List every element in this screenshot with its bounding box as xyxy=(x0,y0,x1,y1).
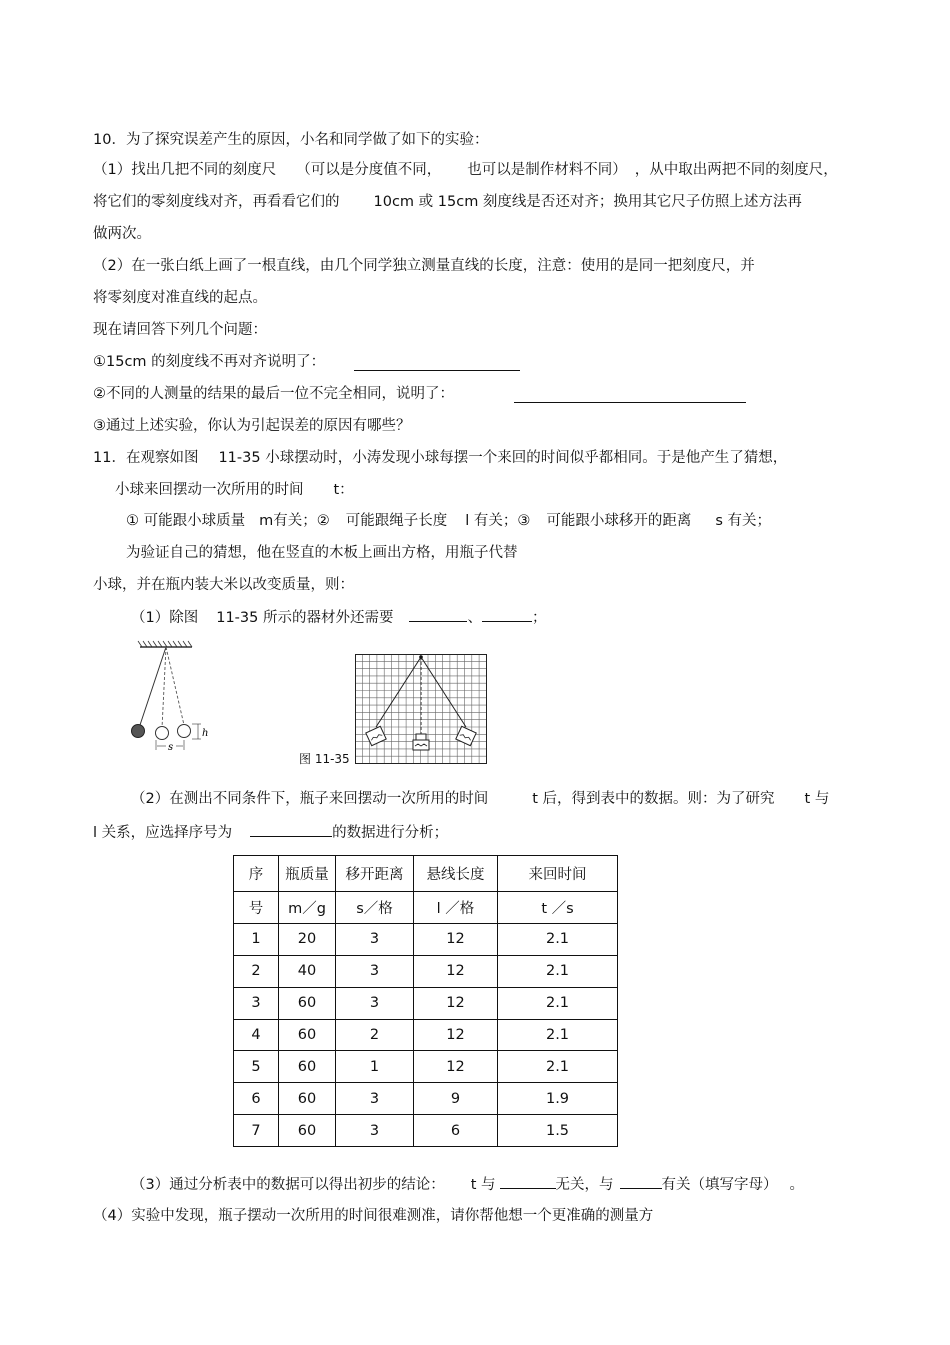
bottle-center xyxy=(413,734,429,750)
q11-line1 xyxy=(93,448,787,468)
table-cell: 1.5 xyxy=(498,1115,618,1147)
q11-sub2 xyxy=(131,789,829,809)
q11-sub1-a: （1）除图 xyxy=(131,610,199,626)
q11-sub1 xyxy=(131,607,546,628)
table-header-row xyxy=(234,892,618,924)
table-cell: 1 xyxy=(336,1051,414,1083)
table-cell: 6 xyxy=(234,1083,279,1115)
q10-step2: （2）在一张白纸上画了一根直线，由几个同学独立测量直线的长度，注意：使用的是同一把刻度尺，并 xyxy=(93,258,755,274)
table-cell: 5 xyxy=(234,1051,279,1083)
table-cell: 60 xyxy=(279,1051,336,1083)
table-cell: 40 xyxy=(279,955,336,987)
q11-line1-b: 11-35 小球摆动时，小涛发现小球每摆一个来回的时间似乎都相同。于是他产生了猜想， xyxy=(218,450,788,466)
table-cell: 9 xyxy=(414,1083,498,1115)
q10-answer-b-blank[interactable] xyxy=(514,402,746,403)
q10-step1-b: （可以是分度值不同， xyxy=(296,162,442,178)
table-cell: 3 xyxy=(336,955,414,987)
table-cell: 12 xyxy=(414,987,498,1019)
q11-sub2-e: 的数据进行分析； xyxy=(332,825,449,841)
table-row xyxy=(234,1083,618,1115)
header-cell: 号 xyxy=(234,892,279,924)
table-cell: 12 xyxy=(414,1051,498,1083)
q10-step1-line2 xyxy=(93,192,802,212)
q11-sub1-b: 11-35 所示的器材外还需要 xyxy=(216,610,394,626)
q11-line2-b: t： xyxy=(333,482,354,498)
q10-question-a xyxy=(93,352,325,372)
q10-title: 10．为了探究误差产生的原因，小名和同学做了如下的实验： xyxy=(93,132,489,148)
pendulum-ball xyxy=(132,725,145,738)
table-cell: 2.1 xyxy=(498,955,618,987)
q11-sub3 xyxy=(131,1174,804,1195)
q10-question-b: ②不同的人测量的结果的最后一位不完全相同，说明了： xyxy=(93,386,454,402)
table-cell: 12 xyxy=(414,1019,498,1051)
table-cell: 1.9 xyxy=(498,1083,618,1115)
table-cell: 60 xyxy=(279,1115,336,1147)
table-cell: 12 xyxy=(414,955,498,987)
table-cell: 2 xyxy=(234,955,279,987)
table-cell: 4 xyxy=(234,1019,279,1051)
table-cell: 20 xyxy=(279,924,336,956)
q11-hyp-3b: s 有关； xyxy=(715,513,772,529)
fig-label-h: h xyxy=(202,728,209,739)
pendulum-figure xyxy=(126,640,216,755)
table-cell: 12 xyxy=(414,924,498,956)
q11-sub3-d: 有关（填写字母） xyxy=(661,1177,778,1193)
grid-board-figure xyxy=(355,654,487,764)
q10-step1-line3: 做两次。 xyxy=(93,226,151,242)
q11-sub1-blank-1[interactable] xyxy=(409,607,467,622)
table-cell: 3 xyxy=(336,1115,414,1147)
header-cell: 移开距离 xyxy=(336,856,414,892)
q11-line2 xyxy=(115,480,354,500)
table-cell: 60 xyxy=(279,1019,336,1051)
header-cell: 瓶质量 xyxy=(279,856,336,892)
table-row xyxy=(234,955,618,987)
q11-hyp-3a: 可能跟小球移开的距离 xyxy=(546,513,692,529)
q11-sub1-sep: 、 xyxy=(467,610,482,626)
q11-line5: 小球，并在瓶内装大米以改变质量，则： xyxy=(93,577,354,593)
table-cell: 2 xyxy=(336,1019,414,1051)
q10-step1-a: （1）找出几把不同的刻度尺 xyxy=(93,162,277,178)
q10-step1-d: ，从中取出两把不同的刻度尺， xyxy=(634,162,838,178)
bottle-left xyxy=(366,726,386,745)
q11-sub3-blank-2[interactable] xyxy=(620,1174,662,1189)
fig-label-s: s xyxy=(168,742,174,753)
table-row xyxy=(234,987,618,1019)
q10-question-a-text: ①15cm 的刻度线不再对齐说明了： xyxy=(93,354,326,370)
table-cell: 1 xyxy=(234,924,279,956)
q10-step1-c: 也可以是制作材料不同） xyxy=(467,162,627,178)
table-cell: 3 xyxy=(336,987,414,1019)
header-cell: t ／s xyxy=(498,892,618,924)
header-cell: m／g xyxy=(279,892,336,924)
table-row xyxy=(234,1051,618,1083)
q10-step1-f: 10cm 或 15cm 刻度线是否还对齐；换用其它尺子仿照上述方法再 xyxy=(373,194,802,210)
q11-hyp-1a: ① 可能跟小球质量 xyxy=(126,513,246,529)
figure-caption: 图 11-35 xyxy=(299,752,350,766)
q11-hyp-2a: 可能跟绳子长度 xyxy=(345,513,448,529)
header-cell: 序 xyxy=(234,856,279,892)
table-header-row xyxy=(234,856,618,892)
q11-sub3-a: （3）通过分析表中的数据可以得出初步的结论： xyxy=(131,1177,445,1193)
q11-hyp-2b: l 有关；③ xyxy=(465,513,531,529)
q10-question-c: ③通过上述实验，你认为引起误差的原因有哪些？ xyxy=(93,418,411,434)
q11-sub2-a: （2）在测出不同条件下，瓶子来回摆动一次所用的时间 xyxy=(131,791,489,807)
table-cell: 2.1 xyxy=(498,1051,618,1083)
q10-step2-line2: 将零刻度对准直线的起点。 xyxy=(93,290,267,306)
table-cell: 2.1 xyxy=(498,924,618,956)
table-cell: 3 xyxy=(336,924,414,956)
table-row xyxy=(234,924,618,956)
table-cell: 2.1 xyxy=(498,987,618,1019)
header-cell: 来回时间 xyxy=(498,856,618,892)
table-cell: 2.1 xyxy=(498,1019,618,1051)
q11-sub3-e: 。 xyxy=(789,1177,805,1193)
q11-sub3-blank-1[interactable] xyxy=(500,1174,556,1189)
q11-hypotheses xyxy=(126,511,771,531)
q10-step1 xyxy=(93,160,838,180)
q11-sub3-c: 无关，与 xyxy=(555,1177,614,1193)
q10-prompt: 现在请回答下列几个问题： xyxy=(93,322,267,338)
table-row xyxy=(234,1115,618,1147)
table-row xyxy=(234,1019,618,1051)
header-cell: s／格 xyxy=(336,892,414,924)
q11-sub2-d: l 关系，应选择序号为 xyxy=(93,825,233,841)
q10-step1-e: 将它们的零刻度线对齐，再看看它们的 xyxy=(93,194,340,210)
q11-line2-a: 小球来回摆动一次所用的时间 xyxy=(115,482,304,498)
q11-sub2-line2 xyxy=(93,822,448,843)
q11-line4: 为验证自己的猜想，他在竖直的木板上画出方格，用瓶子代替 xyxy=(126,545,518,561)
table-cell: 60 xyxy=(279,1083,336,1115)
q11-sub2-blank[interactable] xyxy=(250,822,332,837)
table-cell: 6 xyxy=(414,1115,498,1147)
data-table xyxy=(233,855,618,1147)
q10-answer-a-blank[interactable] xyxy=(354,370,520,371)
bottle-right xyxy=(456,726,476,745)
header-cell: l ／格 xyxy=(414,892,498,924)
q11-sub1-end: ； xyxy=(531,610,547,626)
table-cell: 7 xyxy=(234,1115,279,1147)
table-cell: 3 xyxy=(336,1083,414,1115)
q11-line1-a: 11．在观察如图 xyxy=(93,450,199,466)
q11-sub2-b: t 后，得到表中的数据。则：为了研究 xyxy=(532,791,775,807)
table-cell: 3 xyxy=(234,987,279,1019)
table-cell: 60 xyxy=(279,987,336,1019)
q11-sub4: （4）实验中发现，瓶子摆动一次所用的时间很难测准，请你帮他想一个更准确的测量方 xyxy=(93,1208,654,1224)
q11-sub2-c: t 与 xyxy=(804,791,830,807)
header-cell: 悬线长度 xyxy=(414,856,498,892)
q11-sub1-blank-2[interactable] xyxy=(482,607,532,622)
q11-hyp-1b: m有关；② xyxy=(259,513,330,529)
q11-sub3-b: t 与 xyxy=(470,1177,496,1193)
